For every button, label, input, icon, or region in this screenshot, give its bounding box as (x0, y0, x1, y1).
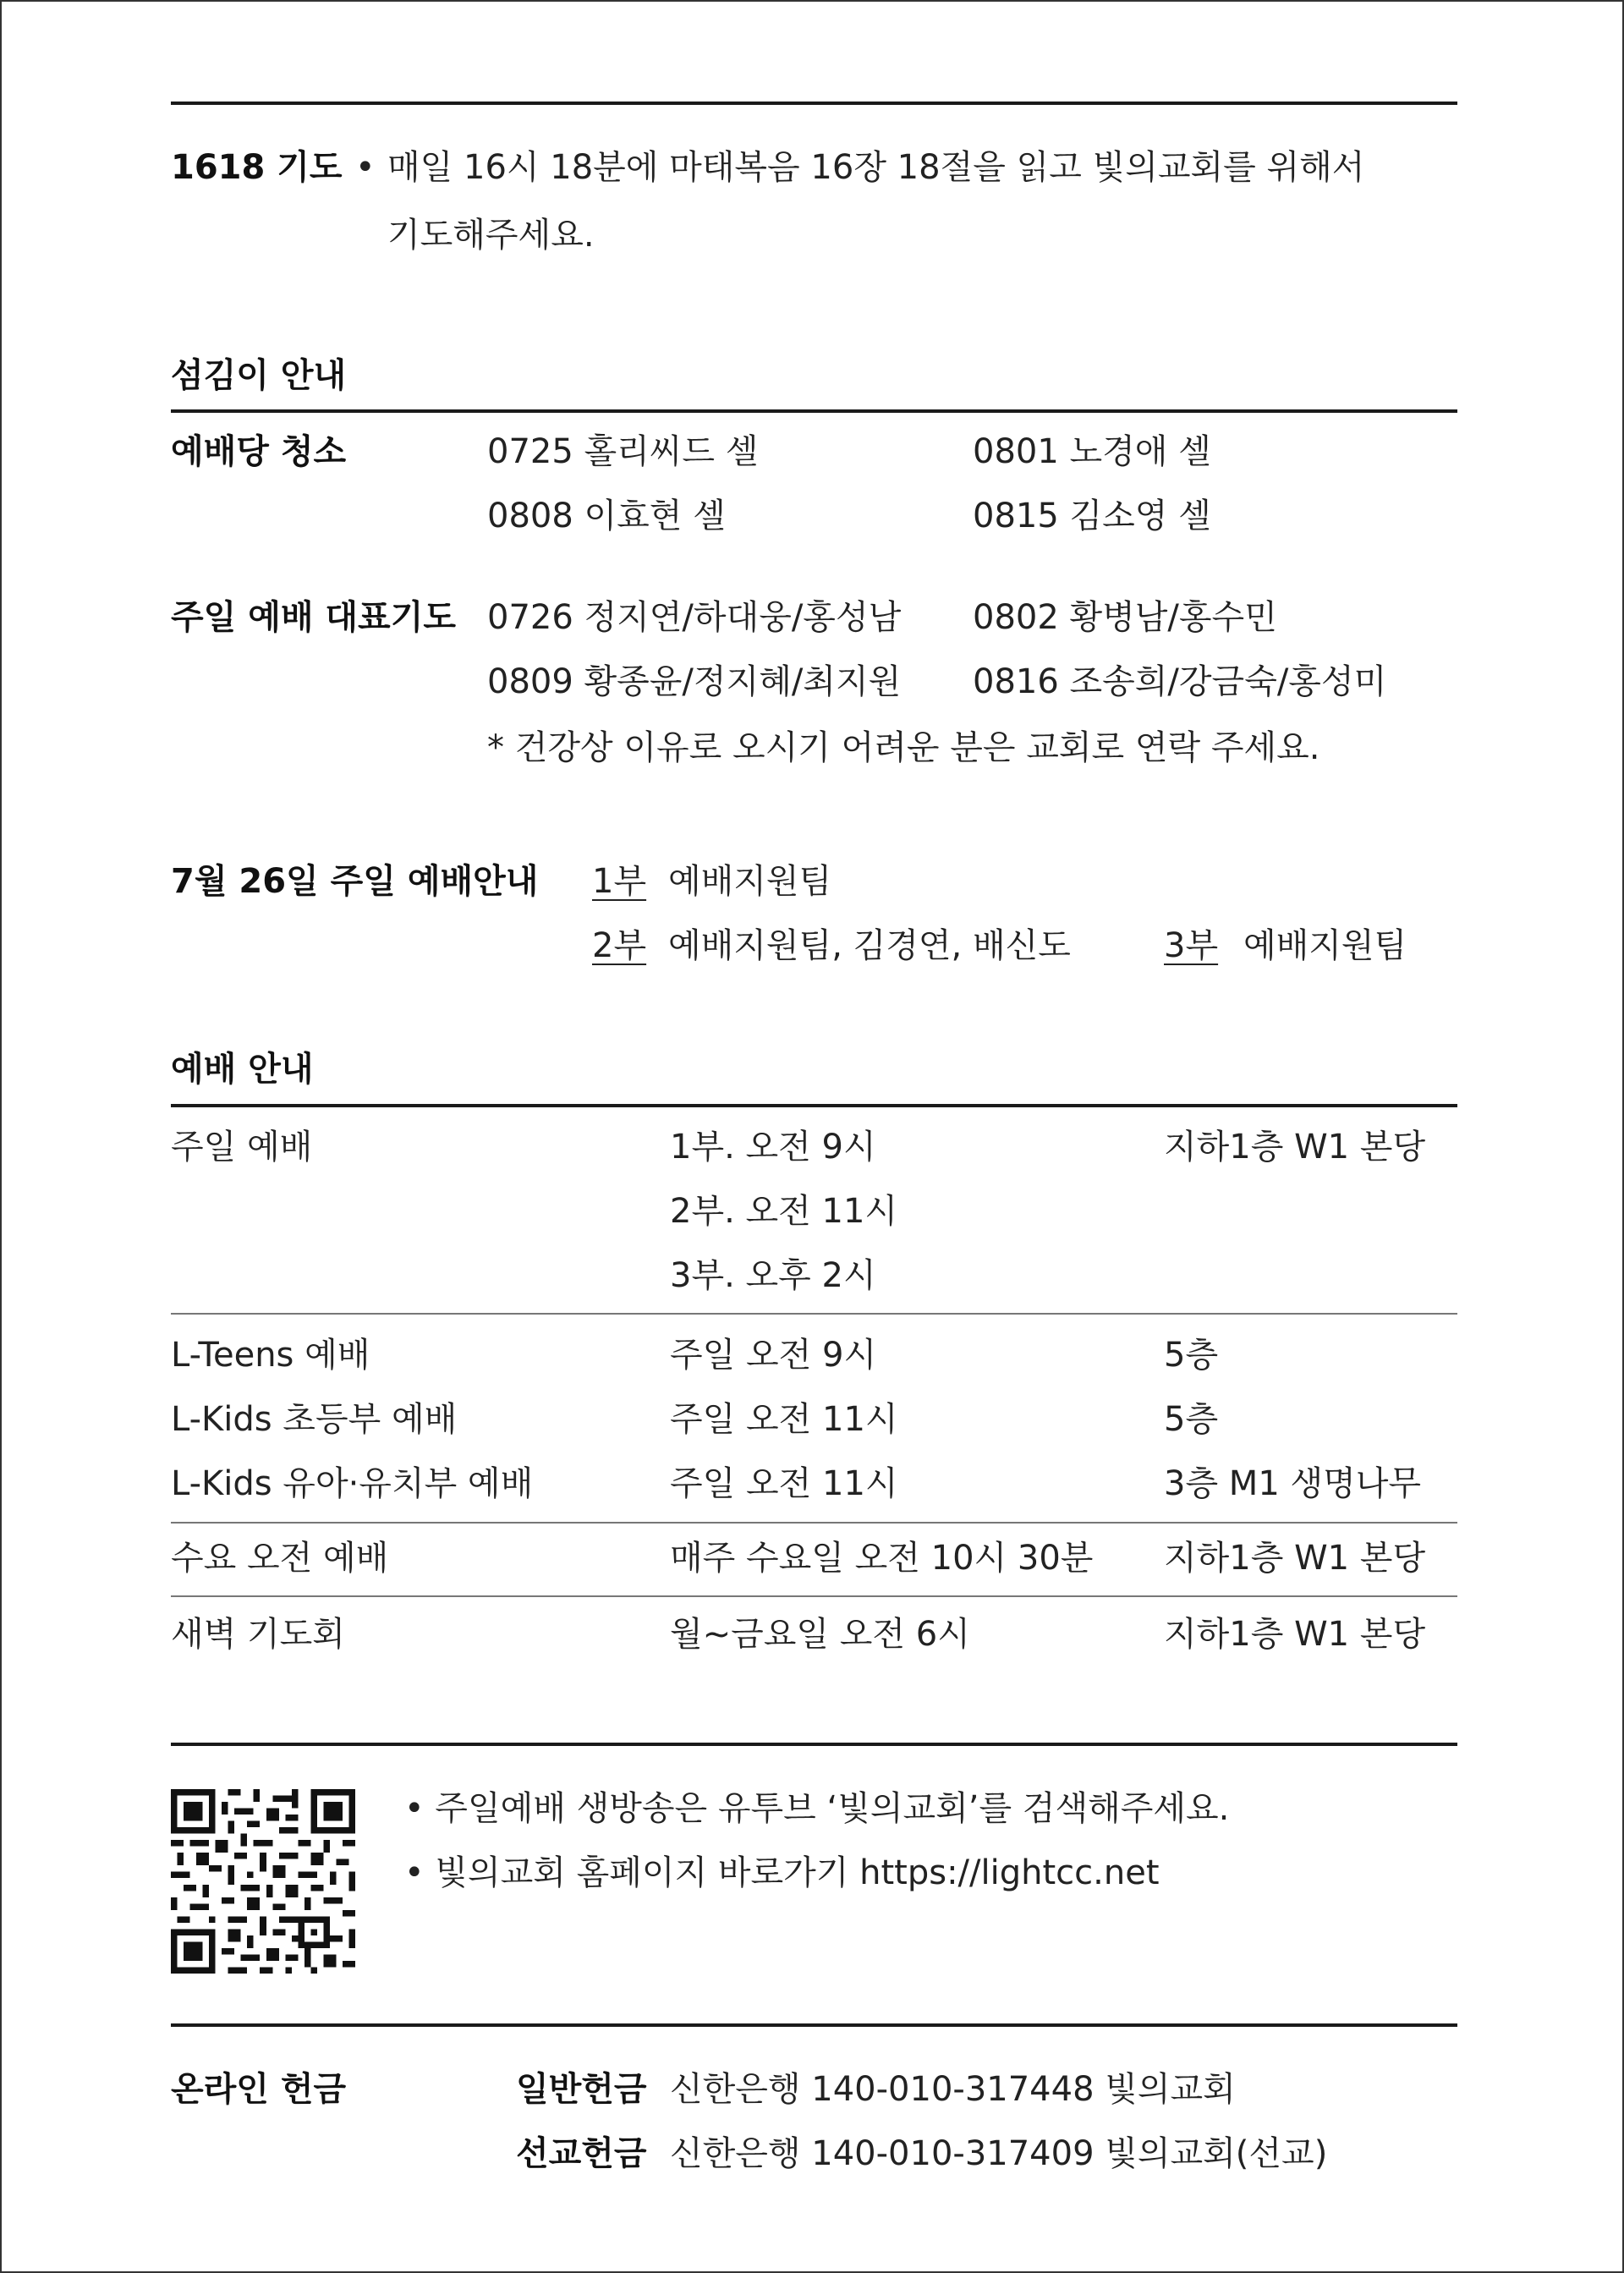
row-divider (171, 1595, 1457, 1597)
general-offering-account: 신한은행 140-010-317448 빛의교회 (670, 2070, 1236, 2109)
service-1-label: 1부 (592, 862, 647, 901)
servers-divider (171, 409, 1457, 413)
row-divider (171, 1522, 1457, 1524)
links-divider (171, 1743, 1457, 1746)
sunday-service-time: 3부. 오후 2시 (670, 1256, 876, 1295)
youth-service-name: L-Teens 예배 (171, 1336, 370, 1375)
offering-divider (171, 2023, 1457, 2027)
mission-offering-account: 신한은행 140-010-317409 빛의교회(선교) (670, 2134, 1328, 2173)
top-divider (171, 102, 1457, 105)
youth-service-place: 5층 (1164, 1336, 1219, 1375)
cleaning-item: 0801 노경애 셀 (973, 432, 1211, 471)
cleaning-item: 0808 이효현 셀 (487, 497, 726, 535)
service-3-value: 예배지원팀 (1243, 926, 1407, 965)
wednesday-service-name: 수요 오전 예배 (171, 1539, 389, 1578)
prayer-leaders-note: * 건강상 이유로 오시기 어려운 분은 교회로 연락 주세요. (487, 728, 1320, 767)
youtube-info: • 주일예배 생방송은 유투브 ‘빛의교회’를 검색해주세요. (404, 1789, 1230, 1828)
sunday-service-time: 1부. 오전 9시 (670, 1128, 876, 1167)
sunday-service-place: 지하1층 W1 본당 (1164, 1128, 1426, 1167)
prayer-line-2: 기도해주세요. (387, 216, 595, 255)
sunday-service-name: 주일 예배 (171, 1128, 313, 1167)
service-3-label: 3부 (1164, 926, 1219, 965)
wednesday-service-time: 매주 수요일 오전 10시 30분 (670, 1539, 1094, 1578)
youth-service-place: 5층 (1164, 1400, 1219, 1439)
offering-label: 온라인 헌금 (171, 2070, 347, 2109)
youth-service-time: 주일 오전 11시 (670, 1464, 898, 1503)
youth-service-time: 주일 오전 11시 (670, 1400, 898, 1439)
wednesday-service-place: 지하1층 W1 본당 (1164, 1539, 1426, 1578)
prayer-line-1: 매일 16시 18분에 마태복음 16장 18절을 읽고 빛의교회를 위해서 (387, 148, 1365, 187)
service-2-label: 2부 (592, 926, 647, 965)
homepage-link[interactable]: • 빛의교회 홈페이지 바로가기 https://lightcc.net (404, 1853, 1160, 1892)
prayer-leader-item: 0816 조송희/강금숙/홍성미 (973, 662, 1387, 701)
worship-divider (171, 1104, 1457, 1107)
prayer-bullet: • (355, 148, 376, 187)
service-1-value: 예배지원팀 (668, 862, 832, 901)
youth-service-time: 주일 오전 9시 (670, 1336, 877, 1375)
cleaning-label: 예배당 청소 (171, 432, 347, 471)
sunday-service-time: 2부. 오전 11시 (670, 1192, 898, 1231)
dawn-prayer-place: 지하1층 W1 본당 (1164, 1615, 1426, 1654)
cleaning-item: 0725 홀리씨드 셀 (487, 432, 759, 471)
worship-heading: 예배 안내 (171, 1050, 314, 1089)
youth-service-place: 3층 M1 생명나무 (1164, 1464, 1422, 1503)
servers-heading: 섬김이 안내 (171, 356, 347, 395)
dawn-prayer-time: 월~금요일 오전 6시 (670, 1615, 970, 1654)
youth-service-name: L-Kids 유아·유치부 예배 (171, 1464, 534, 1503)
cleaning-item: 0815 김소영 셀 (973, 497, 1211, 535)
prayer-leader-item: 0802 황병남/홍수민 (973, 598, 1277, 637)
july26-label: 7월 26일 주일 예배안내 (171, 862, 539, 901)
row-divider (171, 1313, 1457, 1315)
prayer-leaders-label: 주일 예배 대표기도 (171, 598, 456, 637)
general-offering-label: 일반헌금 (516, 2070, 647, 2109)
qr-code-icon[interactable] (171, 1789, 355, 1974)
service-2-value: 예배지원팀, 김경연, 배신도 (668, 926, 1071, 965)
prayer-leader-item: 0726 정지연/하대웅/홍성남 (487, 598, 902, 637)
mission-offering-label: 선교헌금 (516, 2134, 647, 2173)
prayer-label: 1618 기도 (171, 148, 343, 187)
youth-service-name: L-Kids 초등부 예배 (171, 1400, 458, 1439)
prayer-leader-item: 0809 황종윤/정지혜/최지원 (487, 662, 902, 701)
dawn-prayer-name: 새벽 기도회 (171, 1615, 345, 1654)
